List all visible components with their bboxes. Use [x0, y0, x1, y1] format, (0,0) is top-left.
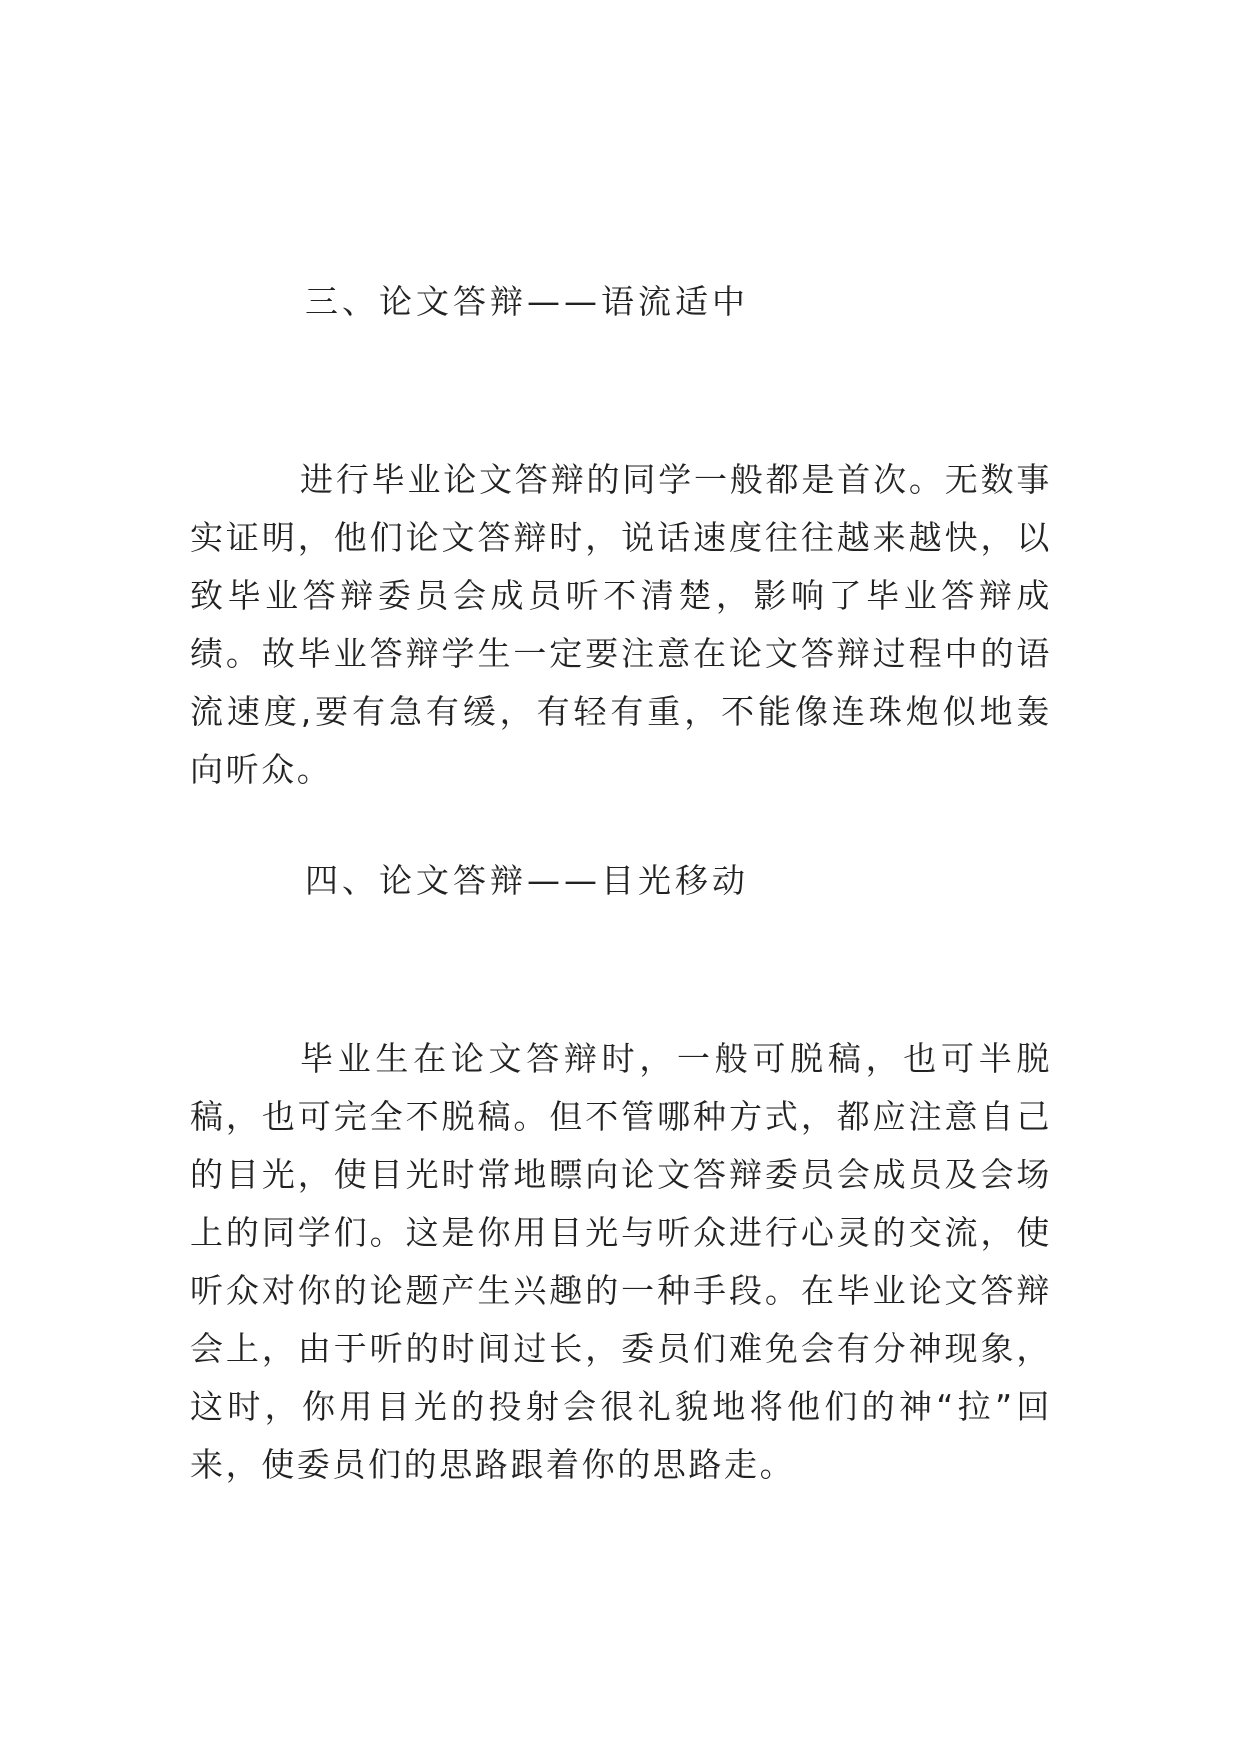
section-paragraph-4: 毕业生在论文答辩时，一般可脱稿，也可半脱稿，也可完全不脱稿。但不管哪种方式，都应注意自己的目光，使目光时常地瞟向论文答辩委员会成员及会场上的同学们。这是你用目光与听众进行心灵的交流，使听众对你的论题产生兴趣的一种手段。在毕业论文答辩会上，由于听的时间过长，委员们难免会有分神现象，这时，你用目光的投射会很礼貌地将他们的神“拉”回来，使委员们的思路跟着你的思路走。	[190, 1039, 1052, 1484]
section-paragraph-3: 进行毕业论文答辩的同学一般都是首次。无数事实证明，他们论文答辩时，说话速度往往越来越快，以致毕业答辩委员会成员听不清楚，影响了毕业答辩成绩。故毕业答辩学生一定要注意在论文答辩过程中的语流速度,要有急有缓，有轻有重，不能像连珠炮似地轰向听众。	[190, 460, 1052, 789]
section-heading-4: 四、论文答辩——目光移动	[305, 861, 749, 900]
section-heading-3: 三、论文答辩——语流适中	[305, 282, 749, 321]
